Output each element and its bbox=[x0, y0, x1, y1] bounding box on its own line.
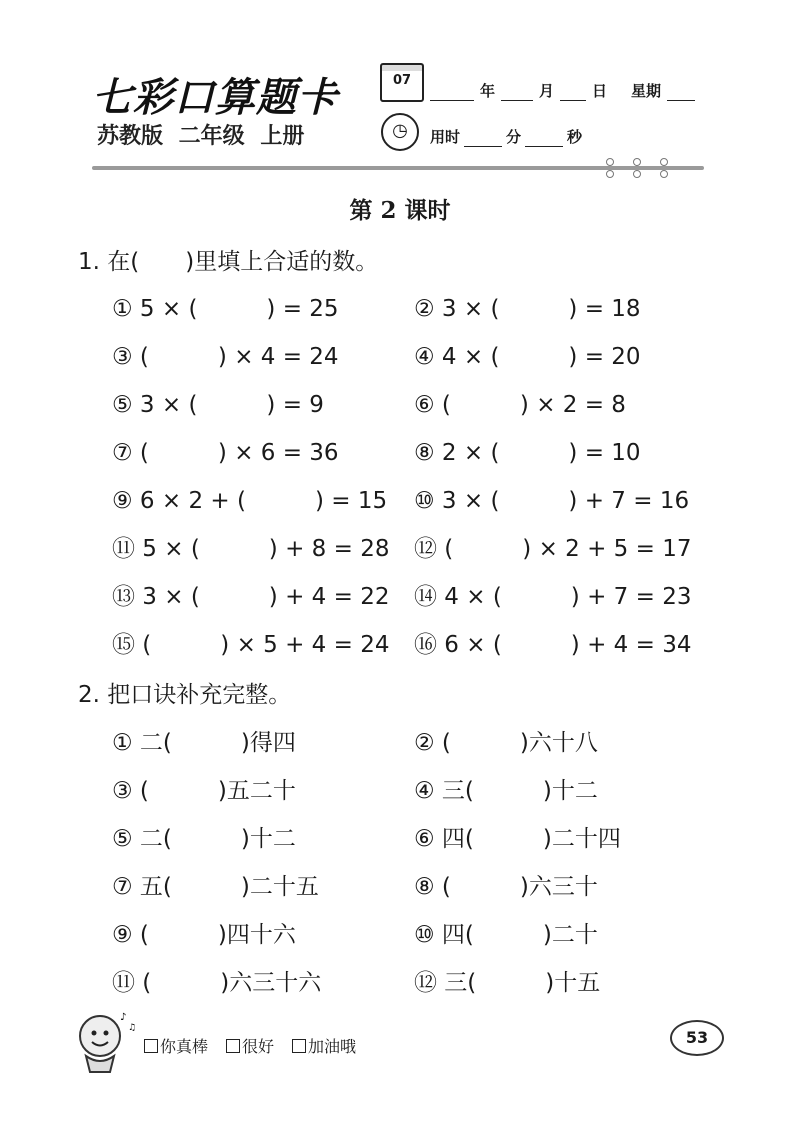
calendar-icon-text: 07 bbox=[392, 73, 412, 88]
date-line bbox=[430, 80, 695, 101]
rhyme-item[interactable]: ⑩ 四( )二十 bbox=[414, 922, 598, 948]
rhyme-item[interactable]: ⑪ ( )六三十六 bbox=[112, 970, 322, 996]
divider-ornament bbox=[633, 158, 639, 178]
fill-in-item[interactable]: ⑮ ( ) × 5 + 4 = 24 bbox=[112, 632, 390, 658]
weekday-label: 星期 bbox=[631, 82, 662, 100]
rhyme-item[interactable]: ① 二( )得四 bbox=[112, 730, 296, 756]
section-1-heading: 1. 在( )里填上合适的数。 bbox=[78, 249, 379, 275]
rhyme-item[interactable]: ⑦ 五( )二十五 bbox=[112, 874, 319, 900]
fill-in-item[interactable]: ⑥ ( ) × 2 = 8 bbox=[414, 392, 626, 418]
seconds-label: 秒 bbox=[567, 128, 583, 146]
rating-label: 加油哦 bbox=[308, 1037, 357, 1056]
day-blank[interactable] bbox=[560, 86, 586, 101]
fill-in-item[interactable]: ④ 4 × ( ) = 20 bbox=[414, 344, 641, 370]
clock-icon: ◷ bbox=[381, 113, 419, 151]
page-number: 53 bbox=[670, 1020, 724, 1056]
rhyme-item[interactable]: ⑧ ( )六三十 bbox=[414, 874, 598, 900]
brand-title: 七彩口算题卡 bbox=[92, 74, 338, 121]
rhyme-item[interactable]: ④ 三( )十二 bbox=[414, 778, 598, 804]
lesson-title: 第 2 课时 bbox=[349, 197, 451, 224]
svg-text:♪: ♪ bbox=[120, 1012, 127, 1023]
minutes-label: 分 bbox=[506, 128, 522, 146]
rhyme-item[interactable]: ③ ( )五二十 bbox=[112, 778, 296, 804]
fill-in-item[interactable]: ⑭ 4 × ( ) + 7 = 23 bbox=[414, 584, 692, 610]
rhyme-item[interactable]: ⑤ 二( )十二 bbox=[112, 826, 296, 852]
rating-checkbox[interactable] bbox=[292, 1039, 306, 1053]
fill-in-item[interactable]: ⑪ 5 × ( ) + 8 = 28 bbox=[112, 536, 390, 562]
fill-in-item[interactable]: ⑩ 3 × ( ) + 7 = 16 bbox=[414, 488, 690, 514]
time-used-label: 用时 bbox=[430, 128, 461, 146]
month-label: 月 bbox=[539, 82, 555, 100]
rating-option[interactable] bbox=[226, 1034, 274, 1057]
rhyme-item[interactable]: ② ( )六十八 bbox=[414, 730, 598, 756]
svg-text:♫: ♫ bbox=[128, 1023, 137, 1033]
fill-in-item[interactable]: ⑯ 6 × ( ) + 4 = 34 bbox=[414, 632, 692, 658]
seconds-blank[interactable] bbox=[525, 132, 563, 147]
fill-in-item[interactable]: ⑬ 3 × ( ) + 4 = 22 bbox=[112, 584, 390, 610]
fill-in-item[interactable]: ③ ( ) × 4 = 24 bbox=[112, 344, 339, 370]
rhyme-item[interactable]: ⑫ 三( )十五 bbox=[414, 970, 601, 996]
divider-ornament bbox=[606, 158, 612, 178]
year-label: 年 bbox=[480, 82, 496, 100]
time-line bbox=[430, 126, 582, 147]
rating-label: 你真棒 bbox=[160, 1037, 209, 1056]
fill-in-item[interactable]: ⑦ ( ) × 6 = 36 bbox=[112, 440, 339, 466]
fill-in-item[interactable]: ① 5 × ( ) = 25 bbox=[112, 296, 339, 322]
month-blank[interactable] bbox=[501, 86, 533, 101]
rating-checkbox[interactable] bbox=[226, 1039, 240, 1053]
year-blank[interactable] bbox=[430, 86, 474, 101]
header-divider bbox=[92, 166, 704, 170]
fill-in-item[interactable]: ⑤ 3 × ( ) = 9 bbox=[112, 392, 324, 418]
self-rating-group bbox=[144, 1034, 356, 1057]
minutes-blank[interactable] bbox=[464, 132, 502, 147]
mascot-icon bbox=[70, 1006, 140, 1076]
fill-in-item[interactable]: ⑫ ( ) × 2 + 5 = 17 bbox=[414, 536, 692, 562]
rating-option[interactable] bbox=[144, 1034, 208, 1057]
brand-subtitle: 苏教版 二年级 上册 bbox=[97, 124, 305, 149]
fill-in-item[interactable]: ⑧ 2 × ( ) = 10 bbox=[414, 440, 641, 466]
rhyme-item[interactable]: ⑥ 四( )二十四 bbox=[414, 826, 621, 852]
rating-option[interactable] bbox=[292, 1034, 356, 1057]
fill-in-item[interactable]: ② 3 × ( ) = 18 bbox=[414, 296, 641, 322]
divider-ornament bbox=[660, 158, 666, 178]
rhyme-item[interactable]: ⑨ ( )四十六 bbox=[112, 922, 296, 948]
fill-in-item[interactable]: ⑨ 6 × 2 + ( ) = 15 bbox=[112, 488, 388, 514]
section-2-heading: 2. 把口诀补充完整。 bbox=[78, 682, 292, 708]
day-label: 日 bbox=[592, 82, 608, 100]
rating-checkbox[interactable] bbox=[144, 1039, 158, 1053]
calendar-icon bbox=[380, 68, 424, 102]
weekday-blank[interactable] bbox=[667, 86, 695, 101]
rating-label: 很好 bbox=[242, 1037, 275, 1056]
